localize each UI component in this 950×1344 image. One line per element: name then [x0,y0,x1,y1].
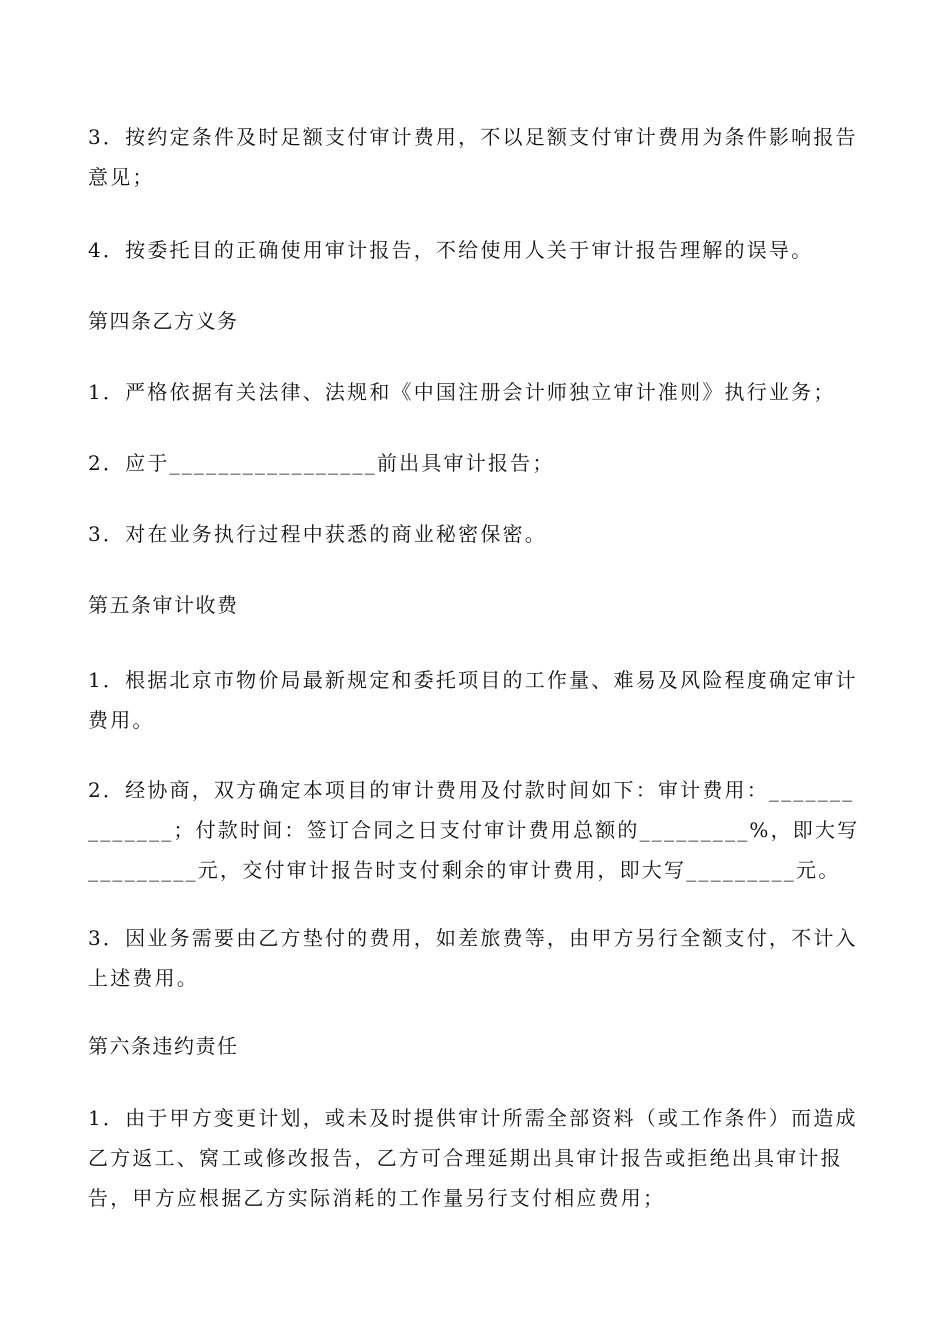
clause-4-proper-use: 4．按委托目的正确使用审计报告，不给使用人关于审计报告理解的误导。 [88,238,814,262]
clause-3-payment-obligation: 3．按约定条件及时足额支付审计费用，不以足额支付审计费用为条件影响报告意见； [88,125,858,189]
article-5-item-1: 1．根据北京市物价局最新规定和委托项目的工作量、难易及风险程度确定审计费用。 [88,668,858,732]
article-4-item-3: 3．对在业务执行过程中获悉的商业秘密保密。 [88,522,547,546]
article-5-heading: 第五条审计收费 [88,593,239,617]
article-4-heading: 第四条乙方义务 [88,309,239,333]
article-6-item-1: 1．由于甲方变更计划，或未及时提供审计所需全部资料（或工作条件）而造成乙方返工、窝工或修改报告，乙方可合理延期出具审计报告或拒绝出具审计报告，甲方应根据乙方实际消耗的工作量另行支付相应费用； [88,1106,858,1210]
article-4-item-1: 1．严格依据有关法律、法规和《中国注册会计师独立审计准则》执行业务； [88,380,836,404]
article-6-heading: 第六条违约责任 [88,1034,239,1058]
article-4-item-2: 2．应于_________________前出具审计报告； [88,451,555,475]
article-5-item-3: 3．因业务需要由乙方垫付的费用，如差旅费等，由甲方另行全额支付，不计入上述费用。 [88,926,858,990]
article-5-item-2: 2．经协商，双方确定本项目的审计费用及付款时间如下：审计费用：______________；付款时间：签订合同之日支付审计费用总额的_________%，即大写_________元，交付审计报告时支付剩余的审计费用，即大写_________元。 [88,778,860,882]
